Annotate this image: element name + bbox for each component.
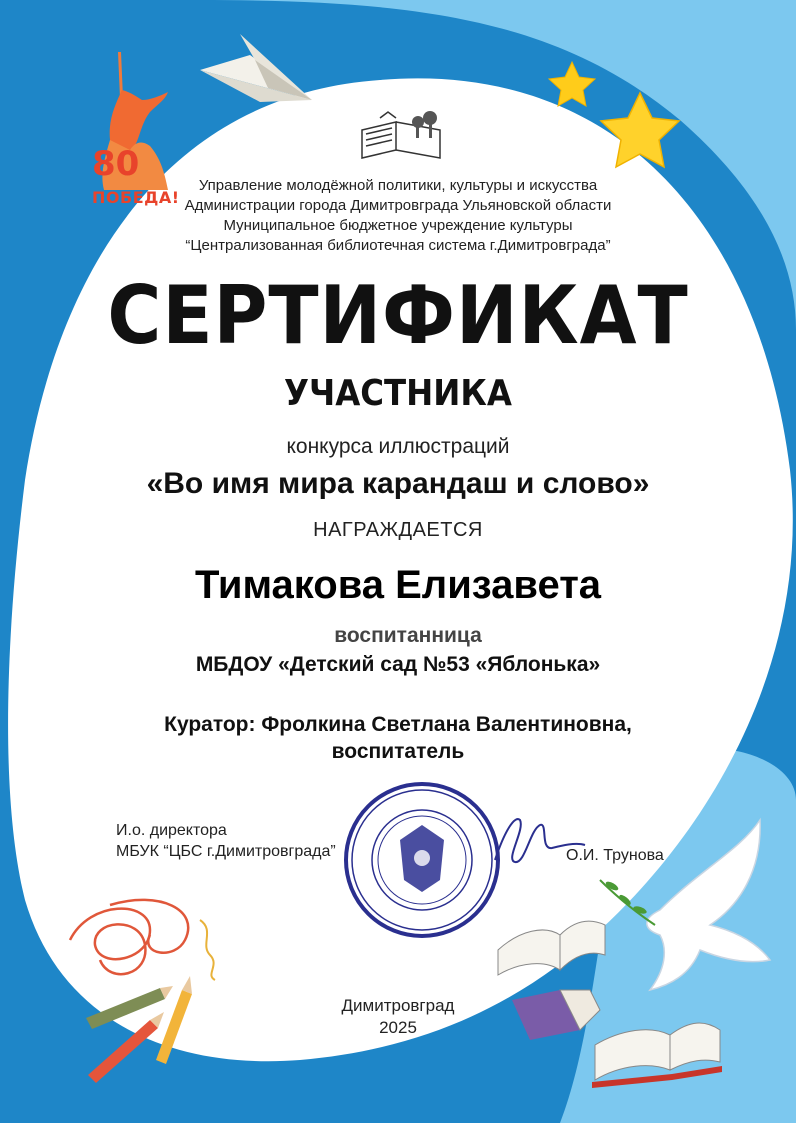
recipient-role: воспитанница bbox=[334, 624, 482, 647]
contest-label: конкурса иллюстраций bbox=[286, 435, 510, 458]
footer-city: Димитровград bbox=[341, 996, 455, 1015]
awarded-label: НАГРАЖДАЕТСЯ bbox=[313, 519, 483, 541]
certificate-subtitle: УЧАСТНИКА bbox=[284, 373, 512, 414]
organization-header bbox=[0, 176, 796, 256]
curator-line: Куратор: Фролкина Светлана Валентиновна, bbox=[164, 713, 632, 736]
signatory-organization-line: МБУК “ЦБС г.Димитровграда” bbox=[116, 843, 336, 860]
curator-position: воспитатель bbox=[331, 740, 465, 763]
certificate-title: СЕРТИФИКАТ bbox=[107, 269, 689, 362]
signatory-position bbox=[116, 820, 336, 862]
emblem-word: ПОБЕДА! bbox=[92, 188, 180, 207]
organization-line: Муниципальное бюджетное учреждение культуры bbox=[223, 217, 573, 234]
recipient-name: Тимакова Елизавета bbox=[194, 563, 602, 607]
curator-block bbox=[0, 711, 796, 765]
signatory-position-line: И.о. директора bbox=[116, 822, 227, 839]
emblem-number: 80 bbox=[92, 144, 140, 184]
organization-line: “Централизованная библиотечная система г.Димитровграда” bbox=[185, 237, 611, 254]
organization-line: Администрации города Димитровграда Ульяновской области bbox=[184, 197, 612, 214]
recipient-institution: МБДОУ «Детский сад №53 «Яблонька» bbox=[195, 653, 601, 676]
footer-year: 2025 bbox=[379, 1018, 417, 1037]
contest-name: «Во имя мира карандаш и слово» bbox=[146, 467, 650, 500]
signatory-name: О.И. Трунова bbox=[566, 847, 664, 864]
organization-line: Управление молодёжной политики, культуры и искусства bbox=[198, 177, 598, 194]
